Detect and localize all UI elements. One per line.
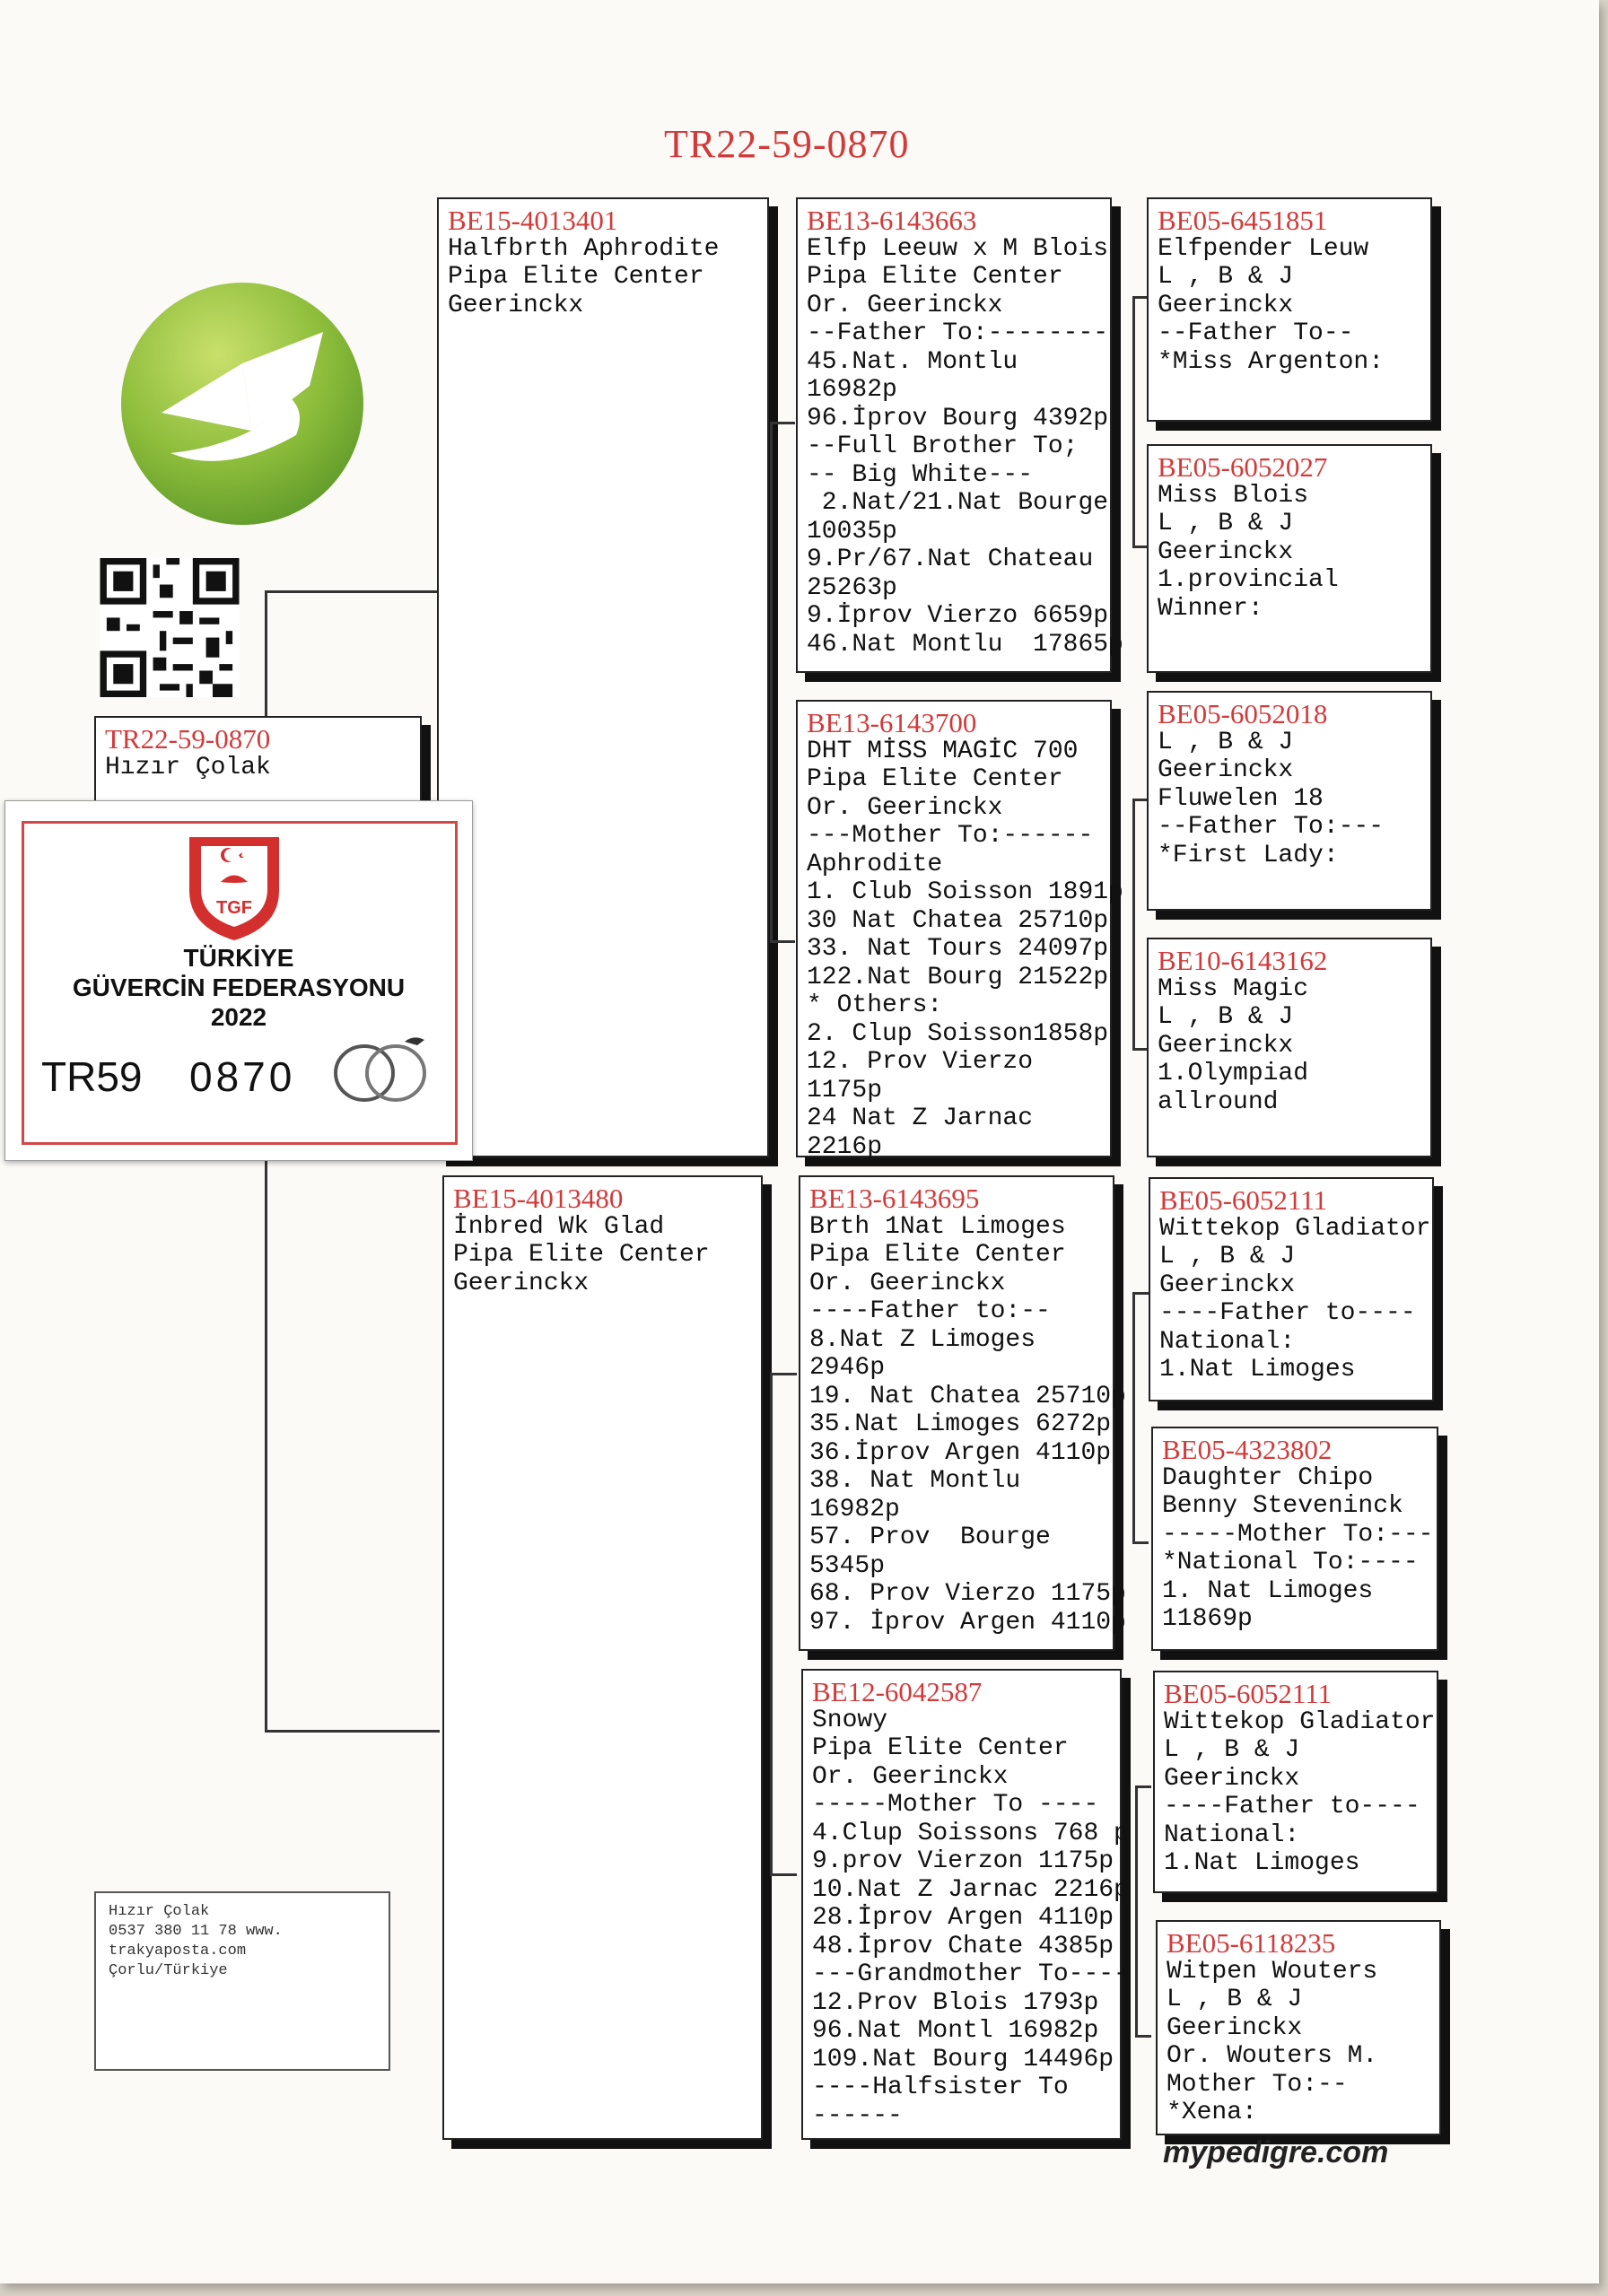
subject-owner: Hızır Çolak: [105, 753, 271, 781]
pedigree-line: 24 Nat Z Jarnac: [807, 1104, 1034, 1132]
connector: [1132, 799, 1135, 1050]
pedigree-line: ----Father to----: [1164, 1793, 1420, 1820]
pedigree-line: ---Mother To:------: [807, 822, 1094, 850]
watermark-logo: mypedigre.com: [1163, 2135, 1389, 2169]
pedigree-line: 16982p: [809, 1495, 900, 1523]
pedigree-line: L , B & J: [1158, 510, 1294, 537]
pedigree-line: L , B & J: [1164, 1736, 1300, 1764]
pedigree-line: 1.Nat Limoges: [1164, 1849, 1360, 1877]
federation-card: [4, 800, 473, 1161]
pedigree-line: 19. Nat Chatea 25710p: [809, 1382, 1126, 1410]
ring-number: BE13-6143700: [807, 707, 977, 738]
connector: [265, 590, 267, 716]
pedigree-line: 68. Prov Vierzo 1175p: [809, 1580, 1126, 1608]
subject-box: [94, 716, 422, 806]
pedigree-line: L , B & J: [1167, 1986, 1303, 2013]
pedigree-line: 1175p: [807, 1076, 883, 1104]
connector: [1132, 799, 1147, 801]
pedigree-line: ----Father to:--: [809, 1297, 1051, 1325]
subject-ring: TR22-59-0870: [105, 723, 271, 755]
pedigree-line: Winner:: [1158, 594, 1263, 623]
pedigree-line: 9.prov Vierzon 1175p: [812, 1847, 1114, 1875]
ring-number: BE13-6143695: [809, 1183, 980, 1214]
pedigree-line: Wittekop Gladiator: [1159, 1214, 1431, 1243]
pedigree-line: 8.Nat Z Limoges: [809, 1325, 1036, 1354]
gen3-box-1: [1147, 197, 1432, 422]
gen2-box-4: [801, 1669, 1129, 2140]
pedigree-line: 33. Nat Tours 24097p: [807, 935, 1109, 963]
pedigree-line: 16982p: [807, 376, 897, 404]
connector: [1132, 1292, 1135, 1543]
pedigree-line: L , B & J: [1159, 1243, 1296, 1270]
pedigree-line: Geerinckx: [448, 291, 584, 319]
connector: [770, 1873, 797, 1876]
contact-line: Çorlu/Türkiye: [109, 1962, 228, 1979]
connector: [770, 1373, 773, 1875]
connector: [265, 1730, 440, 1733]
pedigree-line: 4.Clup Soissons 768 p: [812, 1819, 1129, 1847]
pedigree-line: 48.İprov Chate 4385p: [812, 1932, 1114, 1960]
pedigree-line: Wittekop Gladiator: [1164, 1707, 1436, 1736]
pedigree-line: 30 Nat Chatea 25710p: [807, 906, 1109, 935]
connector: [1135, 2035, 1151, 2038]
contact-box: [94, 1891, 390, 2071]
connector: [265, 1157, 267, 1732]
gen3-box-3: [1147, 691, 1432, 911]
pedigree-line: 109.Nat Bourg 14496p: [812, 2045, 1114, 2073]
ring-number: BE05-6052111: [1164, 1678, 1333, 1709]
connector: [770, 422, 773, 942]
pedigree-line: Geerinckx: [1158, 291, 1294, 319]
connector: [770, 422, 795, 424]
pedigree-line: --Father To:--------: [807, 319, 1109, 347]
pedigree-line: 12.Prov Blois 1793p: [812, 1988, 1099, 2017]
pedigree-line: Pipa Elite Center: [453, 1241, 710, 1269]
connector: [1132, 1048, 1147, 1051]
pedigree-line: --Father To:---: [1158, 813, 1385, 841]
pedigree-line: 2. Clup Soisson1858p: [807, 1019, 1109, 1048]
pedigree-line: *National To:----: [1162, 1549, 1419, 1576]
tgf-shield-icon: [176, 828, 293, 945]
pedigree-line: Elfpender Leuw: [1158, 234, 1369, 263]
pedigree-line: 1. Club Soisson 1891p: [807, 878, 1123, 906]
ring-prefix: TR59: [41, 1053, 143, 1100]
connector: [1135, 1785, 1151, 1788]
connector: [1132, 296, 1147, 299]
pedigree-line: Halfbrth Aphrodite: [448, 234, 720, 263]
pedigree-line: -----Mother To:---: [1162, 1520, 1434, 1549]
pedigree-line: 38. Nat Montlu: [809, 1467, 1021, 1495]
pedigree-line: 9.Pr/67.Nat Chateau: [807, 546, 1094, 573]
ring-number: BE05-6052111: [1159, 1184, 1328, 1216]
pedigree-line: Mother To:--: [1167, 2070, 1348, 2099]
pedigree-line: İnbred Wk Glad: [453, 1212, 665, 1241]
pedigree-line: 96.Nat Montl 16982p: [812, 2017, 1099, 2045]
pedigree-line: National:: [1159, 1327, 1296, 1356]
ring-number: BE12-6042587: [812, 1676, 983, 1707]
pedigree-lines: [809, 1212, 1126, 1637]
pedigree-line: Or. Wouters M.: [1167, 2042, 1378, 2070]
pedigree-line: Snowy: [812, 1706, 888, 1734]
gen3-box-4: [1147, 938, 1432, 1157]
pedigree-line: ----Father to----: [1159, 1299, 1416, 1327]
gen3-box-7: [1153, 1671, 1438, 1893]
connector: [1132, 1541, 1149, 1544]
pedigree-line: 11869p: [1162, 1605, 1253, 1633]
pedigree-line: 2946p: [809, 1354, 886, 1382]
pedigree-line: 122.Nat Bourg 21522p: [807, 963, 1109, 991]
pedigree-line: 10035p: [807, 517, 897, 546]
connector: [770, 940, 795, 943]
dam-box: [442, 1175, 763, 2140]
pedigree-line: 9.İprov Vierzo 6659p: [807, 602, 1109, 630]
federation-title-line: 2022: [210, 1003, 267, 1031]
contact-line: trakyaposta.com: [109, 1942, 247, 1960]
pedigree-line: 10.Nat Z Jarnac 2216p: [812, 1875, 1129, 1904]
pedigree-line: --Full Brother To;: [807, 432, 1079, 460]
gen2-box-3: [799, 1175, 1126, 1651]
ring-number: BE10-6143162: [1158, 945, 1328, 976]
ring-serial: 0870: [189, 1053, 296, 1100]
pedigree-line: Geerinckx: [1158, 537, 1294, 566]
connector: [770, 1373, 797, 1375]
contact-line: Hızır Çolak: [109, 1903, 210, 1920]
pedigree-line: Geerinckx: [1167, 2013, 1303, 2042]
dam-ring: BE15-4013480: [453, 1183, 624, 1214]
pedigree-line: Pipa Elite Center: [807, 765, 1063, 793]
federation-title: [41, 943, 436, 1032]
sire-box: [437, 197, 769, 1157]
pedigree-line: --Father To--: [1158, 319, 1354, 347]
pedigree-line: 28.İprov Argen 4110p: [812, 1904, 1114, 1932]
tgf-badge-text: TGF: [216, 898, 252, 918]
pedigree-line: 1.provincial: [1158, 566, 1339, 594]
pedigree-line: Pipa Elite Center: [448, 263, 704, 291]
pedigree-line: 1.Olympiad: [1158, 1060, 1309, 1087]
gen3-box-6: [1151, 1427, 1438, 1651]
pedigree-line: 36.İprov Argen 4110p: [809, 1438, 1112, 1467]
pedigree-line: Daughter Chipo: [1162, 1463, 1374, 1492]
pedigree-line: ------: [812, 2101, 903, 2130]
pedigree-line: Benny Steveninck: [1162, 1492, 1403, 1520]
pedigree-line: ---Grandmother To----: [812, 1960, 1129, 1988]
pedigree-title: TR22-59-0870: [664, 122, 910, 166]
pedigree-line: Elfp Leeuw x M Blois: [807, 234, 1109, 263]
pedigree-line: 46.Nat Montlu 17865p: [807, 630, 1123, 659]
gen3-box-5: [1149, 1177, 1434, 1401]
pedigree-line: 45.Nat. Montlu: [807, 347, 1018, 376]
ring-number: BE05-4323802: [1162, 1434, 1333, 1465]
pedigree-line: L , B & J: [1158, 728, 1294, 756]
pedigree-line: National:: [1164, 1820, 1300, 1849]
connector: [1132, 546, 1147, 548]
pedigree-line: Fluwelen 18: [1158, 784, 1324, 813]
pedigree-lines: [807, 737, 1123, 1162]
sire-ring: BE15-4013401: [448, 205, 618, 236]
ring-number: BE05-6052018: [1158, 698, 1328, 729]
pedigree-line: 57. Prov Bourge: [809, 1523, 1051, 1551]
gen2-box-1: [796, 197, 1123, 673]
pedigree-line: 2.Nat/21.Nat Bourge: [807, 489, 1109, 517]
gen3-box-2: [1147, 444, 1432, 673]
qr-code-icon: [97, 558, 242, 697]
pedigree-line: Pipa Elite Center: [807, 263, 1063, 291]
pedigree-line: Pipa Elite Center: [812, 1734, 1069, 1762]
pedigree-line: ----Halfsister To: [812, 2073, 1069, 2101]
ring-number: BE05-6118235: [1167, 1927, 1336, 1959]
ring-number: BE13-6143663: [807, 205, 977, 236]
dove-book-logo-icon: [117, 278, 368, 529]
pedigree-line: *Xena:: [1167, 2099, 1257, 2126]
pedigree-line: DHT MİSS MAGİC 700: [807, 737, 1079, 765]
pedigree-line: 25263p: [807, 573, 897, 602]
pedigree-line: Geerinckx: [1164, 1764, 1300, 1793]
gen3-box-8: [1156, 1920, 1441, 2135]
pedigree-line: Or. Geerinckx: [807, 291, 1003, 319]
pedigree-line: 1. Nat Limoges: [1162, 1576, 1374, 1605]
pedigree-line: * Others:: [807, 991, 943, 1019]
pedigree-line: 5345p: [809, 1551, 886, 1580]
pedigree-line: Miss Magic: [1158, 974, 1309, 1003]
pedigree-line: *First Lady:: [1158, 841, 1339, 869]
pedigree-line: 97. İprov Argen 4110p: [809, 1608, 1126, 1637]
pedigree-line: -- Big White---: [807, 460, 1034, 489]
pedigree-line: allround: [1158, 1087, 1279, 1116]
pedigree-line: Aphrodite: [807, 850, 943, 878]
pedigree-lines: [812, 1706, 1129, 2131]
pedigree-line: 1.Nat Limoges: [1159, 1356, 1356, 1384]
connector: [1132, 296, 1135, 547]
pedigree-line: L , B & J: [1158, 1003, 1294, 1031]
pedigree-line: L , B & J: [1158, 263, 1294, 291]
gen2-box-2: [796, 700, 1123, 1161]
pedigree-line: Geerinckx: [1158, 1031, 1294, 1060]
pedigree-line: Geerinckx: [453, 1269, 590, 1297]
pedigree-line: 35.Nat Limoges 6272p: [809, 1410, 1112, 1438]
ring-number: BE05-6052027: [1158, 451, 1328, 483]
pedigree-line: 12. Prov Vierzo: [807, 1048, 1034, 1076]
pedigree-line: Pipa Elite Center: [809, 1241, 1066, 1269]
pedigree-line: 2216p: [807, 1132, 883, 1161]
pedigree-line: Or. Geerinckx: [807, 793, 1003, 822]
pedigree-line: Geerinckx: [1159, 1270, 1296, 1299]
federation-title-line: TÜRKİYE: [183, 944, 294, 972]
fci-globe-icon: [324, 1033, 432, 1104]
contact-line: 0537 380 11 78 www.: [109, 1923, 283, 1940]
pedigree-line: *Miss Argenton:: [1158, 347, 1385, 376]
pedigree-line: Or. Geerinckx: [812, 1762, 1009, 1791]
pedigree-line: -----Mother To ----: [812, 1791, 1099, 1819]
pedigree-line: Miss Blois: [1158, 481, 1309, 510]
pedigree-lines: [807, 234, 1123, 659]
pedigree-line: Or. Geerinckx: [809, 1269, 1006, 1297]
ring-number: BE05-6451851: [1158, 205, 1328, 236]
connector: [1132, 1292, 1149, 1295]
pedigree-line: Witpen Wouters: [1167, 1957, 1378, 1986]
connector: [1135, 1785, 1138, 2037]
pedigree-line: Geerinckx: [1158, 756, 1294, 784]
connector: [265, 590, 440, 593]
pedigree-line: Brth 1Nat Limoges: [809, 1212, 1066, 1241]
federation-title-line: GÜVERCİN FEDERASYONU: [72, 973, 406, 1001]
pedigree-line: 96.İprov Bourg 4392p: [807, 404, 1109, 432]
